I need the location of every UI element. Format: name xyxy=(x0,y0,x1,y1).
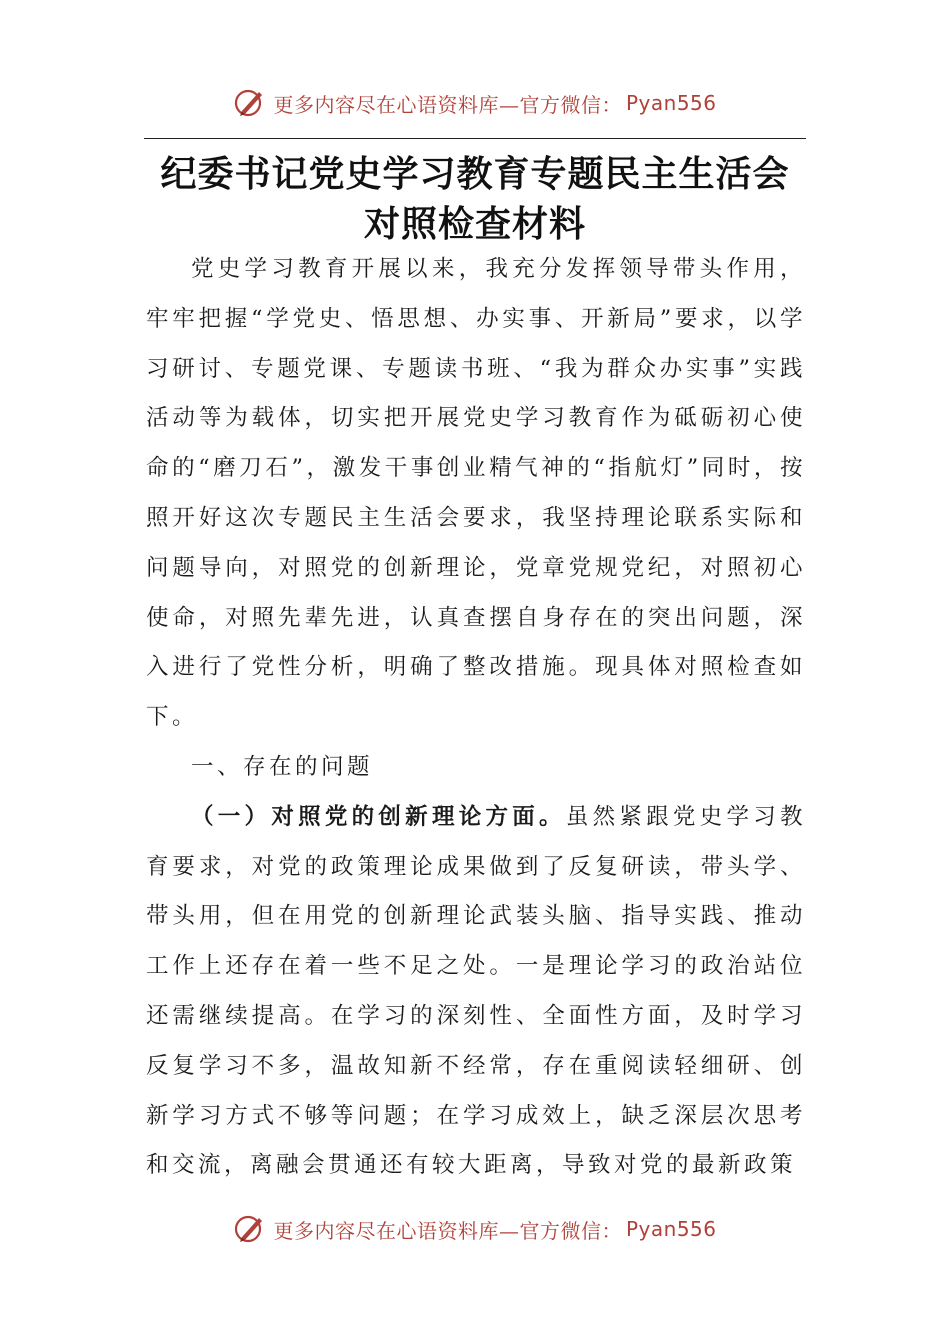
section-heading: 一、存在的问题 xyxy=(191,753,374,780)
watermark-id: Pyan556 xyxy=(625,1217,717,1241)
subsection-paragraph xyxy=(146,793,806,1191)
subsection-lead: （一）对照党的创新理论方面。 xyxy=(191,803,566,830)
document-body xyxy=(146,245,806,1191)
pen-logo-icon xyxy=(233,86,267,120)
document-title-line1: 纪委书记党史学习教育专题民主生活会 xyxy=(160,153,790,195)
watermark-header xyxy=(0,86,950,120)
intro-paragraph: 党史学习教育开展以来，我充分发挥领导带头作用，牢牢把握“学党史、悟思想、办实事、开新局”要求，以学习研讨、专题党课、专题读书班、“我为群众办实事”实践活动等为载体，切实把开展党史学习教育作为砥砺初心使命的“磨刀石”，激发干事创业精气神的“指航灯”同时，按照开好这次专题民主生活会要求，我坚持理论联系实际和问题导向，对照党的创新理论，党章党规党纪，对照初心使命，对照先辈先进，认真查摆自身存在的突出问题，深入进行了党性分析，明确了整改措施。现具体对照检查如下。 xyxy=(146,256,806,731)
watermark-text: 更多内容尽在心语资料库—官方微信： xyxy=(273,1218,622,1243)
pen-logo-icon xyxy=(233,1212,267,1246)
watermark-text: 更多内容尽在心语资料库—官方微信： xyxy=(273,92,622,117)
subsection-text: 虽然紧跟党史学习教育要求，对党的政策理论成果做到了反复研读，带头学、带头用，但在用党的创新理论武装头脑、指导实践、推动工作上还存在着一些不足之处。一是理论学习的政治站位还需继续提高。在学习的深刻性、全面性方面，及时学习反复学习不多，温故知新不经常，存在重阅读轻细研、创新学习方式不够等问题；在学习成效上，缺乏深层次思考和交流，离融会贯通还有较大距离，导致对党的最新政策 xyxy=(146,803,806,1179)
document-title-line2: 对照检查材料 xyxy=(363,203,586,245)
header-rule xyxy=(144,138,806,139)
watermark-footer xyxy=(0,1212,950,1246)
watermark-id: Pyan556 xyxy=(625,91,717,115)
